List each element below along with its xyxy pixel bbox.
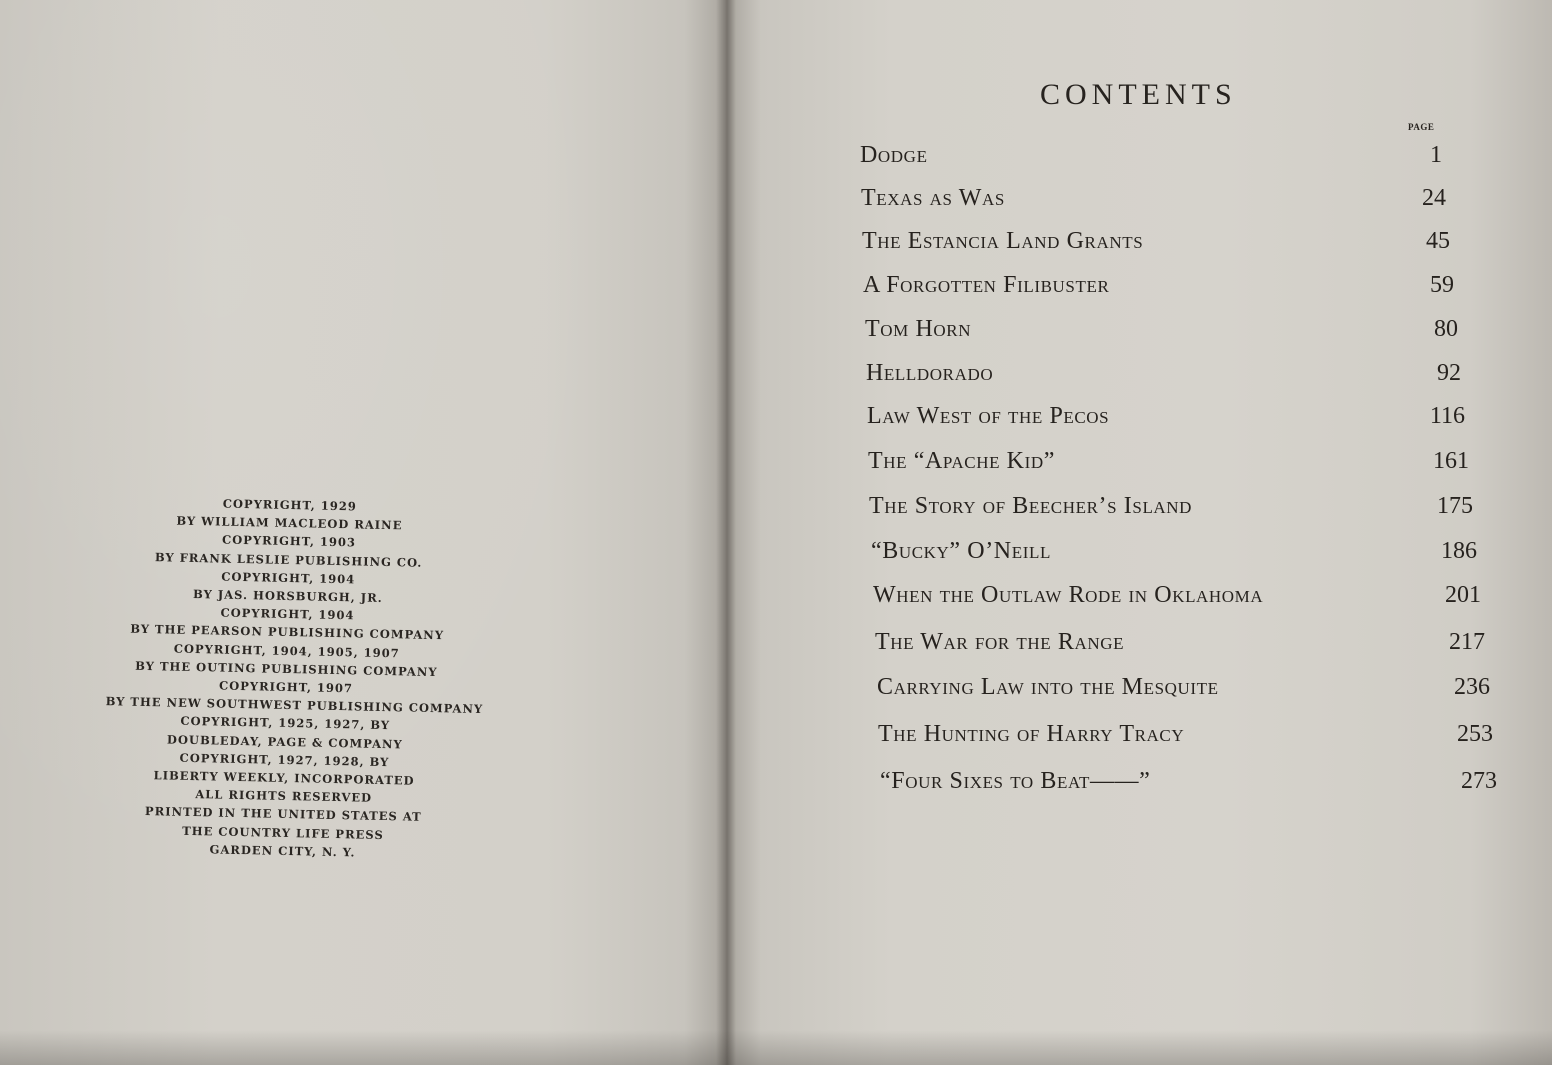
copyright-line: BY THE PEARSON PUBLISHING COMPANY (130, 622, 445, 643)
copyright-line: COPYRIGHT, 1925, 1927, BY (180, 714, 391, 733)
toc-entry-page: 273 (1461, 768, 1497, 794)
copyright-line: LIBERTY WEEKLY, INCORPORATED (153, 768, 415, 788)
toc-entry-title: The Story of Beecher’s Island (869, 493, 1193, 519)
toc-entry-title: “Bucky” O’Neill (871, 538, 1051, 564)
toc-entry-title: Carrying Law into the Mesquite (877, 674, 1219, 700)
copyright-line: COPYRIGHT, 1904 (220, 605, 355, 623)
toc-entry (866, 360, 1461, 396)
toc-entry (860, 142, 1442, 178)
toc-entry-page: 92 (1437, 360, 1461, 386)
toc-entry-title: Tom Horn (865, 316, 972, 342)
toc-entry (862, 228, 1450, 264)
toc-entry (865, 316, 1458, 352)
copyright-line: COPYRIGHT, 1927, 1928, BY (179, 750, 390, 769)
toc-entry-title: A Forgotten Filibuster (863, 272, 1110, 298)
copyright-line: THE COUNTRY LIFE PRESS (182, 823, 384, 842)
copyright-line: DOUBLEDAY, PAGE & COMPANY (166, 732, 403, 752)
toc-entry (871, 538, 1477, 574)
toc-entry-title: Dodge (860, 142, 928, 168)
contents-heading: CONTENTS (1040, 78, 1237, 111)
toc-entry-page: 217 (1449, 629, 1485, 655)
copyright-line: BY FRANK LESLIE PUBLISHING CO. (154, 549, 423, 570)
copyright-line: BY THE OUTING PUBLISHING COMPANY (135, 658, 438, 679)
toc-entry-title: The Hunting of Harry Tracy (878, 721, 1185, 747)
toc-entry-title: When the Outlaw Rode in Oklahoma (873, 582, 1264, 608)
toc-entry-title: “Four Sixes to Beat——” (880, 768, 1151, 794)
toc-entry-page: 186 (1441, 538, 1477, 564)
toc-entry-title: Helldorado (866, 360, 994, 386)
toc-entry (873, 582, 1481, 618)
copyright-line: BY JAS. HORSBURGH, JR. (192, 587, 383, 605)
copyright-line: COPYRIGHT, 1903 (221, 532, 357, 550)
toc-entry-title: The War for the Range (875, 629, 1125, 655)
copyright-line: BY THE NEW SOUTHWEST PUBLISHING COMPANY (105, 694, 484, 717)
page-shadow (0, 1030, 1552, 1065)
toc-entry (869, 493, 1473, 529)
toc-entry (878, 721, 1493, 757)
toc-entry-title: The Estancia Land Grants (862, 228, 1144, 254)
toc-entry (868, 448, 1469, 484)
toc-entry-page: 24 (1422, 185, 1446, 211)
toc-entry (877, 674, 1490, 710)
toc-entry-page: 45 (1426, 228, 1450, 254)
toc-entry (875, 629, 1485, 665)
copyright-line: PRINTED IN THE UNITED STATES AT (144, 804, 422, 825)
toc-entry (861, 185, 1446, 221)
toc-entry-title: Texas as Was (861, 185, 1005, 211)
toc-entry-page: 59 (1430, 272, 1454, 298)
toc-entry-page: 236 (1454, 674, 1490, 700)
page-column-label: PAGE (1408, 122, 1435, 132)
toc-entry (880, 768, 1497, 804)
copyright-line: COPYRIGHT, 1904 (221, 569, 356, 587)
copyright-line: COPYRIGHT, 1904, 1905, 1907 (173, 641, 400, 660)
toc-entry (867, 403, 1465, 439)
toc-entry-page: 175 (1437, 493, 1473, 519)
toc-entry-title: The “Apache Kid” (868, 448, 1055, 474)
toc-entry-page: 1 (1430, 142, 1442, 168)
toc-entry-page: 201 (1445, 582, 1481, 608)
copyright-line: COPYRIGHT, 1907 (218, 678, 354, 696)
copyright-line: ALL RIGHTS RESERVED (195, 787, 373, 806)
toc-entry-title: Law West of the Pecos (867, 403, 1110, 429)
toc-entry-page: 116 (1429, 403, 1465, 429)
copyright-line: COPYRIGHT, 1929 (222, 496, 357, 514)
toc-entry-page: 80 (1434, 316, 1458, 342)
toc-entry-page: 253 (1457, 721, 1493, 747)
toc-entry-page: 161 (1433, 448, 1469, 474)
copyright-line: BY WILLIAM MACLEOD RAINE (176, 513, 403, 533)
toc-entry (863, 272, 1454, 308)
copyright-line: GARDEN CITY, N. Y. (209, 842, 356, 860)
